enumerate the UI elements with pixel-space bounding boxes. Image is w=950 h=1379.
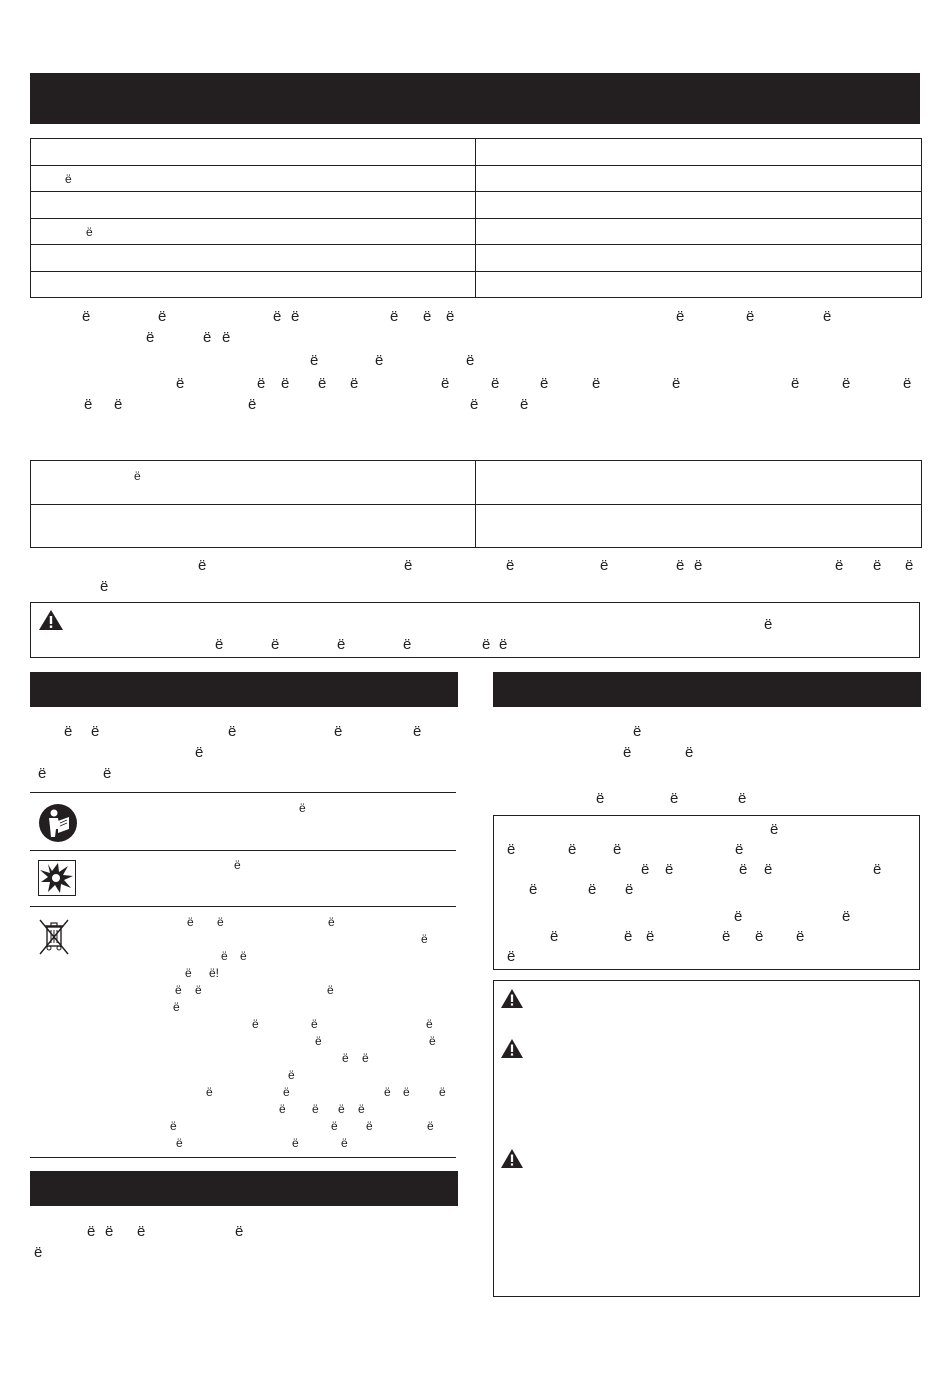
glyph: ë — [403, 636, 412, 653]
table-row — [31, 505, 922, 548]
glyph: ë — [905, 557, 914, 574]
glyph: ë — [82, 308, 91, 325]
glyph: ë — [873, 557, 882, 574]
glyph: ë — [235, 1223, 244, 1240]
table-row — [31, 166, 922, 192]
table-cell: ë — [31, 461, 476, 505]
glyph: ë — [722, 928, 731, 945]
glyph: ë — [137, 1223, 146, 1240]
table-cell — [476, 272, 922, 298]
glyph: ë — [470, 396, 479, 413]
glyph: ë — [34, 1244, 43, 1261]
glyph: ë — [672, 375, 681, 392]
glyph: ë — [187, 915, 194, 929]
divider — [30, 906, 456, 907]
glyph: ë — [281, 375, 290, 392]
glyph: ë — [835, 557, 844, 574]
glyph: ë — [588, 881, 597, 898]
glyph: ë — [685, 744, 694, 761]
glyph: ë — [482, 636, 491, 653]
glyph: ë — [310, 352, 319, 369]
glyph: ë — [170, 1119, 177, 1133]
glyph: ë — [764, 861, 773, 878]
glyph: ë — [105, 1223, 114, 1240]
warning-triangle-icon — [38, 609, 64, 631]
glyph: ë — [312, 1102, 319, 1116]
glyph: ë — [842, 375, 851, 392]
glyph: ë — [273, 308, 282, 325]
glyph: ë — [842, 908, 851, 925]
warning-triangle-icon — [500, 988, 524, 1009]
glyph: ë — [185, 966, 192, 980]
glyph: ë — [146, 329, 155, 346]
warning-triangle-icon — [500, 1148, 524, 1169]
divider — [30, 792, 456, 793]
glyph: ë — [676, 557, 685, 574]
glyph: ë — [641, 861, 650, 878]
glyph: ë — [342, 1051, 349, 1065]
glyph: ë — [429, 1034, 436, 1048]
glyph: ë — [318, 375, 327, 392]
glyph: ë — [507, 948, 516, 965]
glyph: ë — [873, 861, 882, 878]
glyph: ë — [311, 1017, 318, 1031]
glyph: ë — [670, 790, 679, 807]
glyph: ë — [491, 375, 500, 392]
glyph: ë — [755, 928, 764, 945]
glyph: ë — [257, 375, 266, 392]
glyph: ë — [624, 928, 633, 945]
table-cell — [31, 272, 476, 298]
glyph: ë — [623, 744, 632, 761]
glyph: ë — [87, 1223, 96, 1240]
warning-box — [30, 602, 920, 658]
glyph: ë — [796, 928, 805, 945]
glyph: ë — [198, 557, 207, 574]
table-cell: ë — [31, 166, 476, 192]
glyph: ë — [421, 932, 428, 946]
glyph: ë — [427, 1119, 434, 1133]
glyph: ë — [114, 396, 123, 413]
glyph: ë — [84, 396, 93, 413]
glyph: ë — [334, 723, 343, 740]
glyph: ë — [413, 723, 422, 740]
safety-info-box — [493, 815, 920, 970]
specifications-table — [30, 138, 922, 298]
glyph: ë — [633, 723, 642, 740]
table-row — [31, 245, 922, 272]
crossed-out-bin-icon — [38, 918, 70, 956]
glyph: ë — [540, 375, 549, 392]
glyph: ë — [327, 983, 334, 997]
glyph: ë — [404, 557, 413, 574]
glyph: ë — [903, 375, 912, 392]
table-cell — [476, 461, 922, 505]
glyph: ë — [403, 1085, 410, 1099]
glyph: ë — [91, 723, 100, 740]
table-row — [31, 219, 922, 245]
glyph: ë — [195, 744, 204, 761]
glyph: ë — [292, 1136, 299, 1150]
glyph: ë — [158, 308, 167, 325]
glyph: ë — [426, 1017, 433, 1031]
table-cell — [31, 505, 476, 548]
glyph: ë — [38, 765, 47, 782]
glyph: ë — [423, 308, 432, 325]
glyph: ë — [665, 861, 674, 878]
glyph: ë — [228, 723, 237, 740]
glyph: ë — [176, 375, 185, 392]
glyph: ë — [362, 1051, 369, 1065]
glyph: ë — [331, 1119, 338, 1133]
glyph: ë — [646, 928, 655, 945]
warning-triangle-icon — [500, 1038, 524, 1059]
glyph: ë — [441, 375, 450, 392]
glyph: ë — [222, 329, 231, 346]
glyph: ë — [735, 841, 744, 858]
table-cell — [31, 245, 476, 272]
glyph: ë — [596, 790, 605, 807]
glyph: ë — [625, 881, 634, 898]
glyph: ë — [739, 861, 748, 878]
glyph: ë — [195, 983, 202, 997]
glyph: ë — [100, 578, 109, 595]
glyph: ë — [215, 636, 224, 653]
table-cell — [476, 219, 922, 245]
table-row — [31, 192, 922, 219]
glyph: ë — [520, 396, 529, 413]
glyph: ë — [823, 308, 832, 325]
table-cell — [476, 245, 922, 272]
glyph: ë — [499, 636, 508, 653]
glyph: ë — [375, 352, 384, 369]
read-manual-icon — [38, 803, 78, 843]
glyph: ë — [439, 1085, 446, 1099]
glyph: ë — [299, 801, 306, 815]
glyph: ë — [315, 1034, 322, 1048]
glyph: ë — [507, 841, 516, 858]
glyph: ë — [529, 881, 538, 898]
glyph: ë — [338, 1102, 345, 1116]
glyph: ë — [550, 928, 559, 945]
table-cell: ë — [31, 219, 476, 245]
glyph: ë — [592, 375, 601, 392]
glyph: ë — [271, 636, 280, 653]
glyph: ë — [446, 308, 455, 325]
right-section-header-bar — [493, 672, 921, 707]
glyph: ë — [350, 375, 359, 392]
table-cell — [31, 139, 476, 166]
glyph: ë — [466, 352, 475, 369]
glyph: ë — [283, 1085, 290, 1099]
glyph: ë — [221, 949, 228, 963]
glyph: ë — [746, 308, 755, 325]
glyph: ë — [175, 983, 182, 997]
table-cell — [31, 192, 476, 219]
glyph: ë — [506, 557, 515, 574]
glyph: ë — [358, 1102, 365, 1116]
left-section-header-bar — [30, 672, 458, 707]
glyph: ë — [600, 557, 609, 574]
glyph: ë — [694, 557, 703, 574]
table-cell — [476, 139, 922, 166]
glyph: ë — [613, 841, 622, 858]
explosion-hazard-icon — [38, 860, 76, 896]
divider — [30, 850, 456, 851]
glyph: ë — [240, 949, 247, 963]
glyph: ë! — [209, 966, 220, 980]
signal-words-box — [493, 980, 920, 1297]
intended-use-header-bar — [30, 1171, 458, 1206]
table-row — [31, 272, 922, 298]
glyph: ë — [173, 1000, 180, 1014]
glyph: ë — [366, 1119, 373, 1133]
glyph: ë — [568, 841, 577, 858]
glyph: ë — [103, 765, 112, 782]
glyph: ë — [328, 915, 335, 929]
glyph: ë — [676, 308, 685, 325]
divider — [30, 1157, 456, 1158]
glyph: ë — [252, 1017, 259, 1031]
glyph: ë — [176, 1136, 183, 1150]
glyph: ë — [764, 616, 773, 633]
table-row — [31, 461, 922, 505]
glyph: ë — [248, 396, 257, 413]
glyph: ë — [770, 821, 779, 838]
glyph: ë — [206, 1085, 213, 1099]
glyph: ë — [217, 915, 224, 929]
glyph: ë — [64, 723, 73, 740]
glyph: ë — [738, 790, 747, 807]
glyph: ë — [203, 329, 212, 346]
glyph: ë — [734, 908, 743, 925]
glyph: ë — [390, 308, 399, 325]
table-row — [31, 139, 922, 166]
glyph: ë — [384, 1085, 391, 1099]
table-cell — [476, 166, 922, 192]
glyph: ë — [341, 1136, 348, 1150]
glyph: ë — [791, 375, 800, 392]
glyph: ë — [337, 636, 346, 653]
page-header-bar — [30, 73, 920, 124]
glyph: ë — [291, 308, 300, 325]
table-cell — [476, 505, 922, 548]
table-cell — [476, 192, 922, 219]
glyph: ë — [234, 858, 241, 872]
glyph: ë — [288, 1068, 295, 1082]
vibration-table — [30, 460, 922, 548]
glyph: ë — [279, 1102, 286, 1116]
